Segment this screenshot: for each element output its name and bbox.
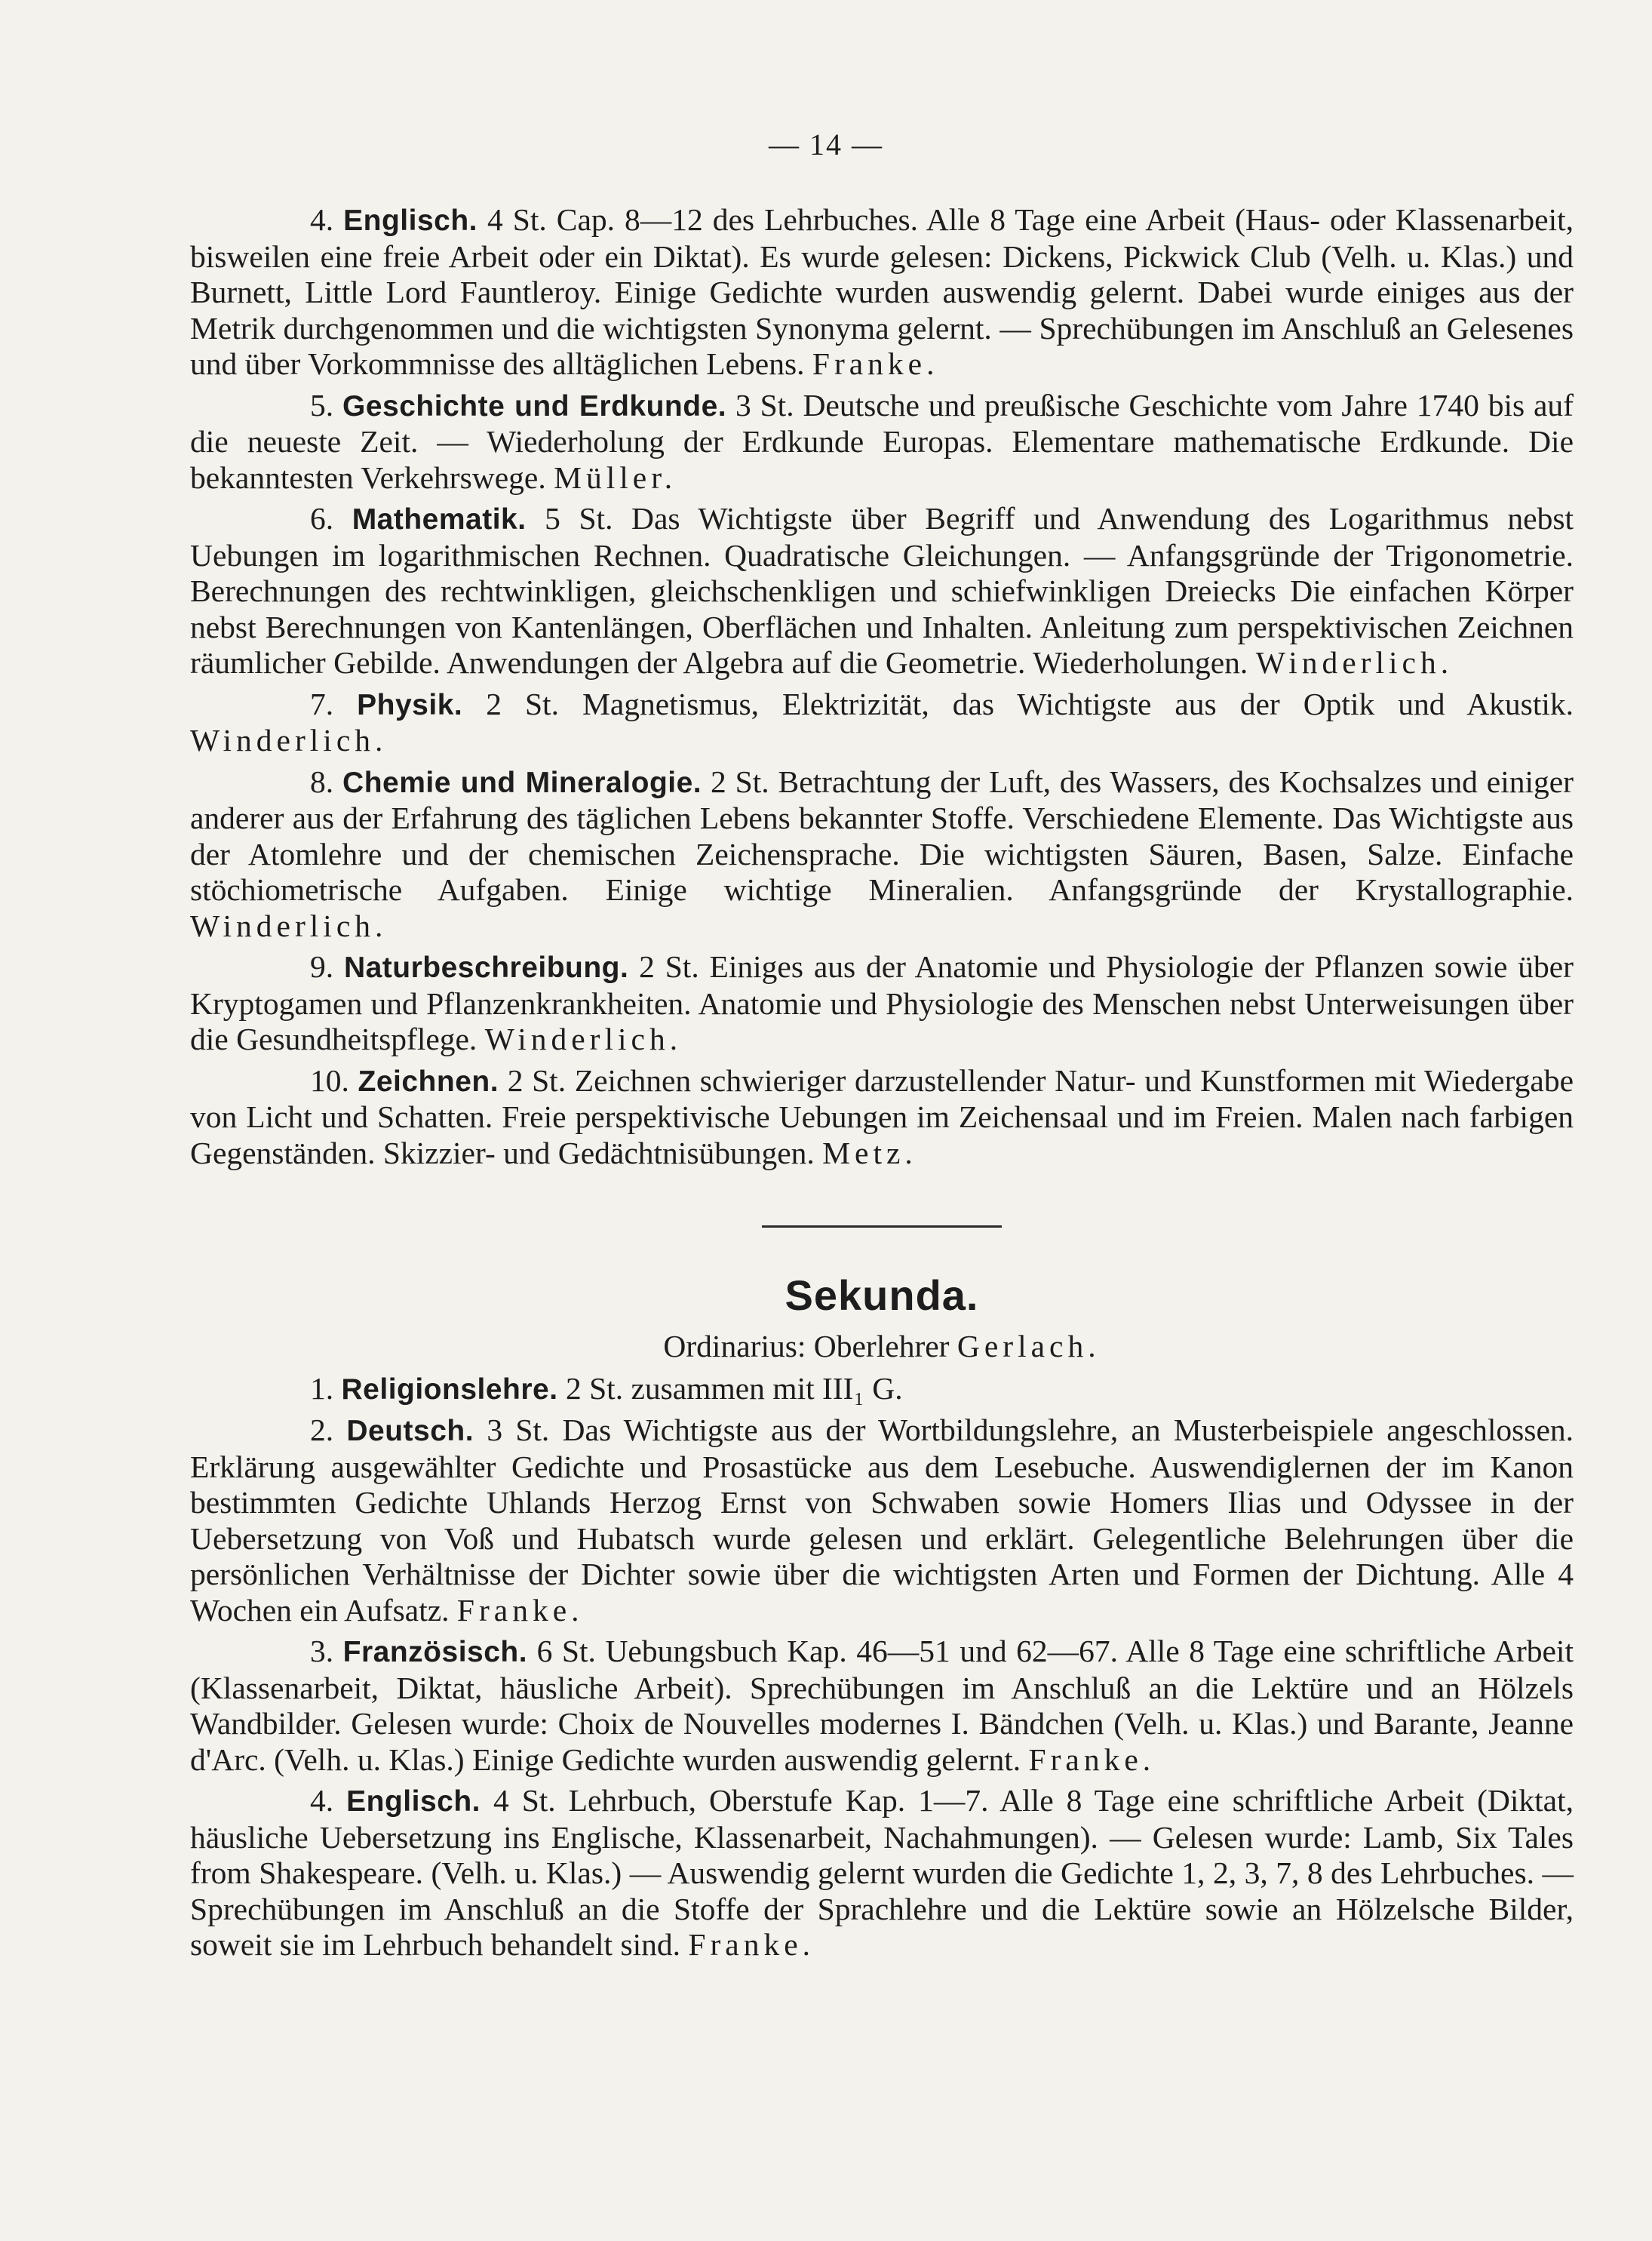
subject-heading: Geschichte und Erdkunde. [342,389,727,423]
teacher-name: Franke. [456,1592,584,1628]
subject-heading: Französisch. [342,1636,528,1668]
list-item: 6. Mathematik. 5 St. Das Wichtigste über Begriff und Anwendung des Logarithmus nebst Uebungen im logarithmischen Rechnen. Quadratische Gleichungen. — Anfangsgründe der Trigonometrie. Berechnungen des rechtwinkligen, gleichschenkligen und schiefwinkligen Dreiecks Die einfachen Körper nebst Berechnungen von Kantenlängen, Oberflächen und Inhalten. Anleitung zum perspektivischen Zeichnen räumlicher Gebilde. Anwendungen der Algebra auf die Geometrie. Wiederholungen. Winderlich. [190,501,1574,680]
list-item: 7. Physik. 2 St. Magnetismus, Elektrizität, das Wichtigste aus der Optik und Akustik. Winderlich. [190,686,1574,758]
ordinarius-line [190,1329,1574,1365]
subject-heading: Chemie und Mineralogie. [342,766,702,799]
ordinarius-name: Gerlach. [957,1329,1101,1363]
subject-heading: Physik. [357,688,463,721]
item-text: 3 St. Deutsche und preußische Geschichte vom Jahre 1740 bis auf die neueste Zeit. — Wiederholung der Erdkunde Europas. Elementare mathematische Erdkunde. Die bekanntesten Verkehrswege. [190,387,1574,495]
teacher-name: Franke. [688,1927,815,1962]
item-text: 6 St. Uebungsbuch Kap. 46—51 und 62—67. Alle 8 Tage eine schriftliche Arbeit (Klassenarbeit, Diktat, häusliche Arbeit). Sprechübungen im Anschluß an die Lektüre und an Hölzels Wandbilder. Gelesen wurde: Choix de Nouvelles modernes I. Bändchen (Velh. u. Klas.) und Barante, Jeanne d'Arc. (Velh. u. Klas.) Einige Gedichte wurden auswendig gelernt. [190,1634,1574,1777]
item-text: 2 St. Einiges aus der Anatomie und Physiologie der Pflanzen sowie über Kryptogamen und Pflanzenkrankheiten. Anatomie und Physiologie des Menschen nebst Unterweisungen über die Gesundheitspflege. [190,949,1574,1056]
subject-heading: Englisch. [343,204,478,237]
list-item: 3. Französisch. 6 St. Uebungsbuch Kap. 46—51 und 62—67. Alle 8 Tage eine schriftliche Arbeit (Klassenarbeit, Diktat, häusliche Arbeit). Sprechübungen im Anschluß an die Lektüre und an Hölzels Wandbilder. Gelesen wurde: Choix de Nouvelles modernes I. Bändchen (Velh. u. Klas.) und Barante, Jeanne d'Arc. (Velh. u. Klas.) Einige Gedichte wurden auswendig gelernt. Franke. [190,1634,1574,1777]
list-item: 4. Englisch. 4 St. Lehrbuch, Oberstufe Kap. 1—7. Alle 8 Tage eine schriftliche Arbeit (Diktat, häusliche Uebersetzung ins Englische, Klassenarbeit, Nachahmungen). — Gelesen wurde: Lamb, Six Tales from Shakespeare. (Velh. u. Klas.) — Auswendig gelernt wurden die Gedichte 1, 2, 3, 7, 8 des Lehrbuches. — Sprechübungen im Anschluß an die Stoffe der Sprachlehre und die Lektüre sowie an Hölzelsche Bilder, soweit sie im Lehrbuch behandelt sind. Franke. [190,1783,1574,1962]
section-divider [762,1225,1002,1228]
list-item: 1. Religionslehre. 2 St. zusammen mit III₁ G. [310,1370,903,1406]
list-item: 5. Geschichte und Erdkunde. 3 St. Deutsche und preußische Geschichte vom Jahre 1740 bis auf die neueste Zeit. — Wiederholung der Erdkunde Europas. Elementare mathematische Erdkunde. Die bekanntesten Verkehrswege. Müller. [190,387,1574,495]
subject-heading: Deutsch. [346,1415,474,1447]
teacher-name: Franke. [1028,1741,1156,1777]
subject-heading: Religionslehre. [341,1373,558,1406]
list-item: 9. Naturbeschreibung. 2 St. Einiges aus der Anatomie und Physiologie der Pflanzen sowie über Kryptogamen und Pflanzenkrankheiten. Anatomie und Physiologie des Menschen nebst Unterweisungen über die Gesundheitspflege. Winderlich. [190,949,1574,1056]
item-text: 2 St. Zeichnen schwieriger darzustellender Natur- und Kunstformen mit Wiedergabe von Licht und Schatten. Freie perspektivische Uebungen im Zeichensaal und im Freien. Malen nach farbigen Gegenständen. Skizzier- und Gedächtnisübungen. [190,1062,1574,1170]
page-body [190,202,1574,1969]
teacher-name: Müller. [554,460,677,495]
ordinarius-label: Ordinarius: Oberlehrer [663,1329,957,1363]
section-title: Sekunda. [785,1271,979,1319]
list-item: 10. Zeichnen. 2 St. Zeichnen schwieriger darzustellender Natur- und Kunstformen mit Wiedergabe von Licht und Schatten. Freie perspektivische Uebungen im Zeichensaal und im Freien. Malen nach farbigen Gegenständen. Skizzier- und Gedächtnisübungen. Metz. [190,1062,1574,1170]
list-item: 2. Deutsch. 3 St. Das Wichtigste aus der Wortbildungslehre, an Musterbeispiele angeschlossen. Erklärung ausgewählter Gedichte und Prosastücke aus dem Lesebuche. Auswendiglernen der im Kanon bestimmten Gedichte Uhlands Herzog Ernst von Schwaben sowie Homers Ilias und Odyssee in der Uebersetzung von Voß und Hubatsch wurde gelesen und erklärt. Gelegentliche Belehrungen über die persönlichen Verhältnisse der Dichter sowie über die wichtigsten Arten und Formen der Dichtung. Alle 4 Wochen ein Aufsatz. Franke. [190,1413,1574,1628]
item-text: 4 St. Cap. 8—12 des Lehrbuches. Alle 8 Tage eine Arbeit (Haus- oder Klassenarbeit, bisweilen eine freie Arbeit oder ein Diktat). Es wurde gelesen: Dickens, Pickwick Club (Velh. u. Klas.) und Burnett, Little Lord Fauntleroy. Einige Gedichte wurden auswendig gelernt. Dabei wurde einiges aus der Metrik durchgenommen und die wichtigsten Synonyma gelernt. — Sprechübungen im Anschluß an Gelesenes und über Vorkommnisse des alltäglichen Lebens. [190,202,1574,381]
teacher-name: Winderlich. [190,723,388,758]
page-number: — 14 — [769,128,883,161]
subject-heading: Naturbeschreibung. [343,951,629,984]
item-text: 2 St. Magnetismus, Elektrizität, das Wichtigste aus der Optik und Akustik. [462,686,1574,721]
subject-heading: Englisch. [346,1785,481,1818]
subject-heading: Zeichnen. [358,1065,499,1098]
teacher-name: Winderlich. [1255,645,1454,680]
item-text: 5 St. Das Wichtigste über Begriff und Anwendung des Logarithmus nebst Uebungen im logarithmischen Rechnen. Quadratische Gleichungen. — Anfangsgründe der Trigonometrie. Berechnungen des rechtwinkligen, gleichschenkligen und schiefwinkligen Dreiecks Die einfachen Körper nebst Berechnungen von Kantenlängen, Oberflächen und Inhalten. Anleitung zum perspektivischen Zeichnen räumlicher Gebilde. Anwendungen der Algebra auf die Geometrie. Wiederholungen. [190,501,1574,680]
teacher-name: Metz. [822,1135,917,1170]
subject-heading: Mathematik. [352,503,527,536]
list-item: 4. Englisch. 4 St. Cap. 8—12 des Lehrbuches. Alle 8 Tage eine Arbeit (Haus- oder Klassenarbeit, bisweilen eine freie Arbeit oder ein Diktat). Es wurde gelesen: Dickens, Pickwick Club (Velh. u. Klas.) und Burnett, Little Lord Fauntleroy. Einige Gedichte wurden auswendig gelernt. Dabei wurde einiges aus der Metrik durchgenommen und die wichtigsten Synonyma gelernt. — Sprechübungen im Anschluß an Gelesenes und über Vorkommnisse des alltäglichen Lebens. Franke. [190,202,1574,381]
teacher-name: Winderlich. [484,1022,683,1056]
list-item: 8. Chemie und Mineralogie. 2 St. Betrachtung der Luft, des Wassers, des Kochsalzes und einiger anderer aus der Erfahrung des täglichen Lebens bekannter Stoffe. Verschiedene Elemente. Das Wichtigste aus der Atomlehre und der chemischen Zeichensprache. Die wichtigsten Säuren, Basen, Salze. Einfache stöchiometrische Aufgaben. Einige wichtige Mineralien. Anfangsgründe der Krystallographie. Winderlich. [190,764,1574,943]
teacher-name: Winderlich. [190,908,388,943]
item-text: 4 St. Lehrbuch, Oberstufe Kap. 1—7. Alle 8 Tage eine schriftliche Arbeit (Diktat, häusliche Uebersetzung ins Englische, Klassenarbeit, Nachahmungen). — Gelesen wurde: Lamb, Six Tales from Shakespeare. (Velh. u. Klas.) — Auswendig gelernt wurden die Gedichte 1, 2, 3, 7, 8 des Lehrbuches. — Sprechübungen im Anschluß an die Stoffe der Sprachlehre und die Lektüre sowie an Hölzelsche Bilder, soweit sie im Lehrbuch behandelt sind. [190,1783,1574,1962]
teacher-name: Franke. [812,346,939,381]
item-text: 2 St. zusammen mit III₁ G. [557,1370,903,1406]
item-text: 2 St. Betrachtung der Luft, des Wassers, des Kochsalzes und einiger anderer aus der Erfahrung des täglichen Lebens bekannter Stoffe. Verschiedene Elemente. Das Wichtigste aus der Atomlehre und der chemischen Zeichensprache. Die wichtigsten Säuren, Basen, Salze. Einfache stöchiometrische Aufgaben. Einige wichtige Mineralien. Anfangsgründe der Krystallographie. [190,764,1574,907]
item-text: 3 St. Das Wichtigste aus der Wortbildungslehre, an Musterbeispiele angeschlossen. Erklärung ausgewählter Gedichte und Prosastücke aus dem Lesebuche. Auswendiglernen der im Kanon bestimmten Gedichte Uhlands Herzog Ernst von Schwaben sowie Homers Ilias und Odyssee in der Uebersetzung von Voß und Hubatsch wurde gelesen und erklärt. Gelegentliche Belehrungen über die persönlichen Verhältnisse der Dichter sowie über die wichtigsten Arten und Formen der Dichtung. Alle 4 Wochen ein Aufsatz. [190,1413,1574,1628]
